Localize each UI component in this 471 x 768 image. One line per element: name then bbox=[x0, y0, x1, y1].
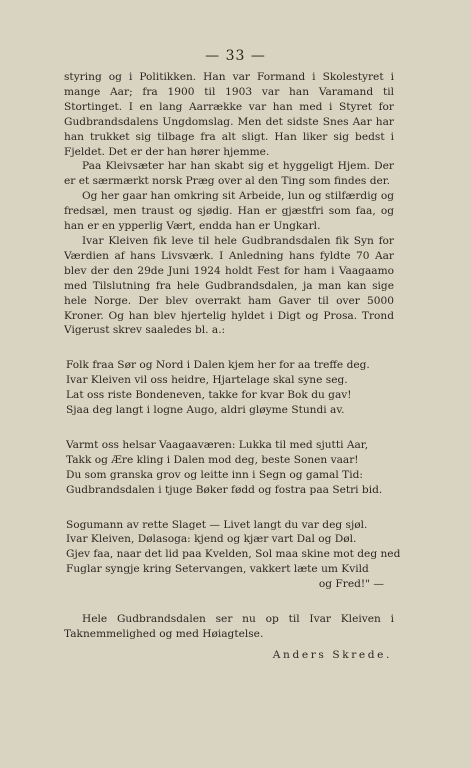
poem-line: Ivar Kleiven, Dølasoga: kjend og kjær vart Dal og Døl. bbox=[66, 533, 357, 546]
poem-stanza bbox=[66, 438, 394, 498]
poem-line: Folk fraa Sør og Nord i Dalen kjem her for aa treffe deg. bbox=[66, 359, 370, 372]
poem-line: Gjev faa, naar det lid paa Kvelden, Sol maa skine mot deg ned bbox=[66, 548, 401, 561]
paragraph: styring og i Politikken. Han var Formand i Skolestyret i mange Aar; fra 1900 til 1903 var han Varamand til Stortinget. I en lang Aarrække var han med i Styret for Gudbrandsdalens Ungdomslag. Men det sidste Snes Aar har han trukket sig tilbage fra alt sligt. Han liker sig bedst i Fjeldet. Det er der han hører hjemme. bbox=[64, 71, 394, 158]
poem-line: Ivar Kleiven vil oss heidre, Hjartelage skal syne seg. bbox=[66, 374, 348, 387]
body-text bbox=[64, 70, 401, 663]
poem-line: Gudbrandsdalen i tjuge Bøker fødd og fostra paa Setri bid. bbox=[66, 483, 383, 496]
poem-line: Sjaa deg langt i logne Augo, aldri gløyme Stundi av. bbox=[66, 404, 345, 417]
signature: Anders Skrede. bbox=[272, 648, 392, 661]
poem-line: Varmt oss helsar Vaagaaværen: Lukka til med sjutti Aar, bbox=[66, 438, 369, 451]
poem-line: Du som granska grov og leitte inn i Segn og gamal Tid: bbox=[66, 468, 363, 481]
paragraph: Ivar Kleiven fik leve til hele Gudbrandsdalen fik Syn for Værdien af hans Livsværk. I Anledning hans fyldte 70 Aar blev der den 29de Juni 1924 holdt Fest for ham i Vaagaamo med Tilslutning fra hele Gudbrandsdalen, ja man kan sige hele Norge. Der blev overrakt ham Gaver til over 5000 Kroner. Og han blev hjertelig hyldet i Digt og Prosa. Trond Vigerust skrev saaledes bl. a.: bbox=[64, 234, 394, 337]
poem-stanza bbox=[66, 518, 401, 593]
poem-line: Fuglar syngje kring Setervangen, vakkert læte um Kvild bbox=[66, 563, 369, 576]
poem-line: Sogumann av rette Slaget — Livet langt du var deg sjøl. bbox=[66, 518, 368, 531]
paragraph: Og her gaar han omkring sit Arbeide, lun og stilfærdig og fredsæl, men traust og sjødig. Han er gjæstfri som faa, og han er en ypperlig Vært, endda han er Ungkarl. bbox=[64, 190, 394, 233]
poem-line: og Fred!" — bbox=[318, 578, 384, 591]
poem bbox=[66, 358, 401, 592]
closing-paragraph: Hele Gudbrandsdalen ser nu op til Ivar Kleiven i Taknemmelighed og med Høiagtelse. bbox=[64, 613, 394, 640]
poem-stanza bbox=[66, 358, 394, 418]
page-number: — 33 — bbox=[205, 48, 266, 64]
paragraph: Paa Kleivsæter har han skabt sig et hyggeligt Hjem. Der er et særmærkt norsk Præg over al den Ting som findes der. bbox=[64, 160, 394, 188]
poem-line: Takk og Ære kling i Dalen mod deg, beste Sonen vaar! bbox=[66, 453, 359, 466]
poem-line: Lat oss riste Bondeneven, takke for kvar Bok du gav! bbox=[66, 389, 352, 402]
